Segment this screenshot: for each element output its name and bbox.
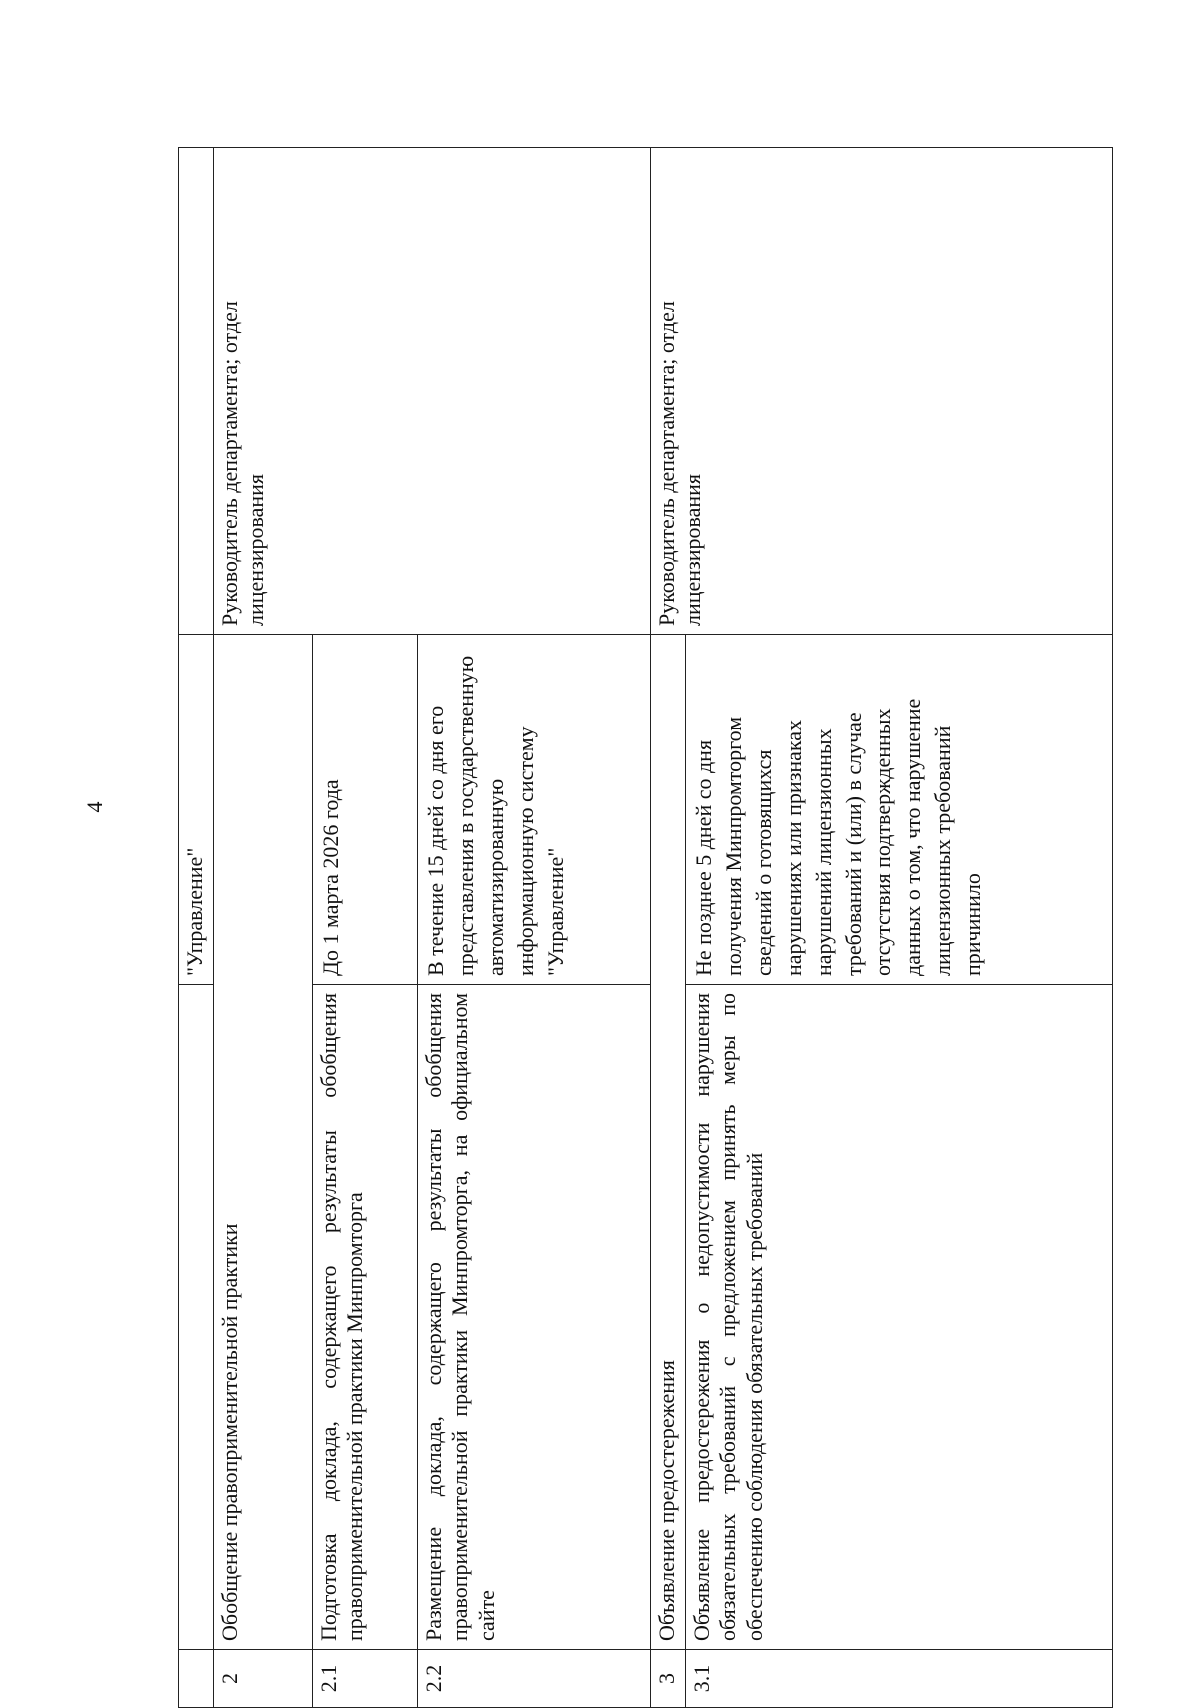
row-number: 2.2 [418, 1650, 651, 1708]
section-responsible: Руководитель департамента; отдел лицензирования [214, 148, 651, 635]
cell-term: "Управление" [179, 635, 214, 985]
row-event: Подготовка доклада, содержащего результаты обобщения правоприменительной практики Минпромторга [313, 985, 418, 1650]
section-responsible: Руководитель департамента; отдел лицензирования [651, 148, 1113, 635]
cell-event [179, 985, 214, 1650]
page-number: 4 [82, 801, 107, 813]
section-title: Объявление предостережения [651, 635, 686, 1650]
row-number: 2.1 [313, 1650, 418, 1708]
row-term: До 1 марта 2026 года [313, 635, 418, 985]
section-number: 3 [651, 1650, 686, 1708]
row-term: Не позднее 5 дней со дня получения Минпромторгом сведений о готовящихся нарушениях или признаках нарушений лицензионных требований и (или) в случае отсутствия подтвержденных данных о том, что нарушение лицензионных требований причинило [686, 635, 1113, 985]
row-number: 3.1 [686, 1650, 1113, 1708]
rotated-table-container [178, 148, 1200, 1708]
cell-responsible [179, 148, 214, 635]
row-term: В течение 15 дней со дня его представления в государственную автоматизированную информационную систему "Управление" [418, 635, 651, 985]
cell-number [179, 1650, 214, 1708]
measures-table [178, 147, 1113, 1708]
row-event: Объявление предостережения о недопустимости нарушения обязательных требований с предложением принять меры по обеспечению соблюдения обязательных требований [686, 985, 1113, 1650]
section-number: 2 [214, 1650, 313, 1708]
table-row-continuation [179, 148, 214, 1708]
section-row-3 [651, 148, 686, 1708]
row-event: Размещение доклада, содержащего результаты обобщения правоприменительной практики Минпромторга, на официальном сайте [418, 985, 651, 1650]
section-title: Обобщение правоприменительной практики [214, 635, 313, 1650]
section-row-2 [214, 148, 313, 1708]
